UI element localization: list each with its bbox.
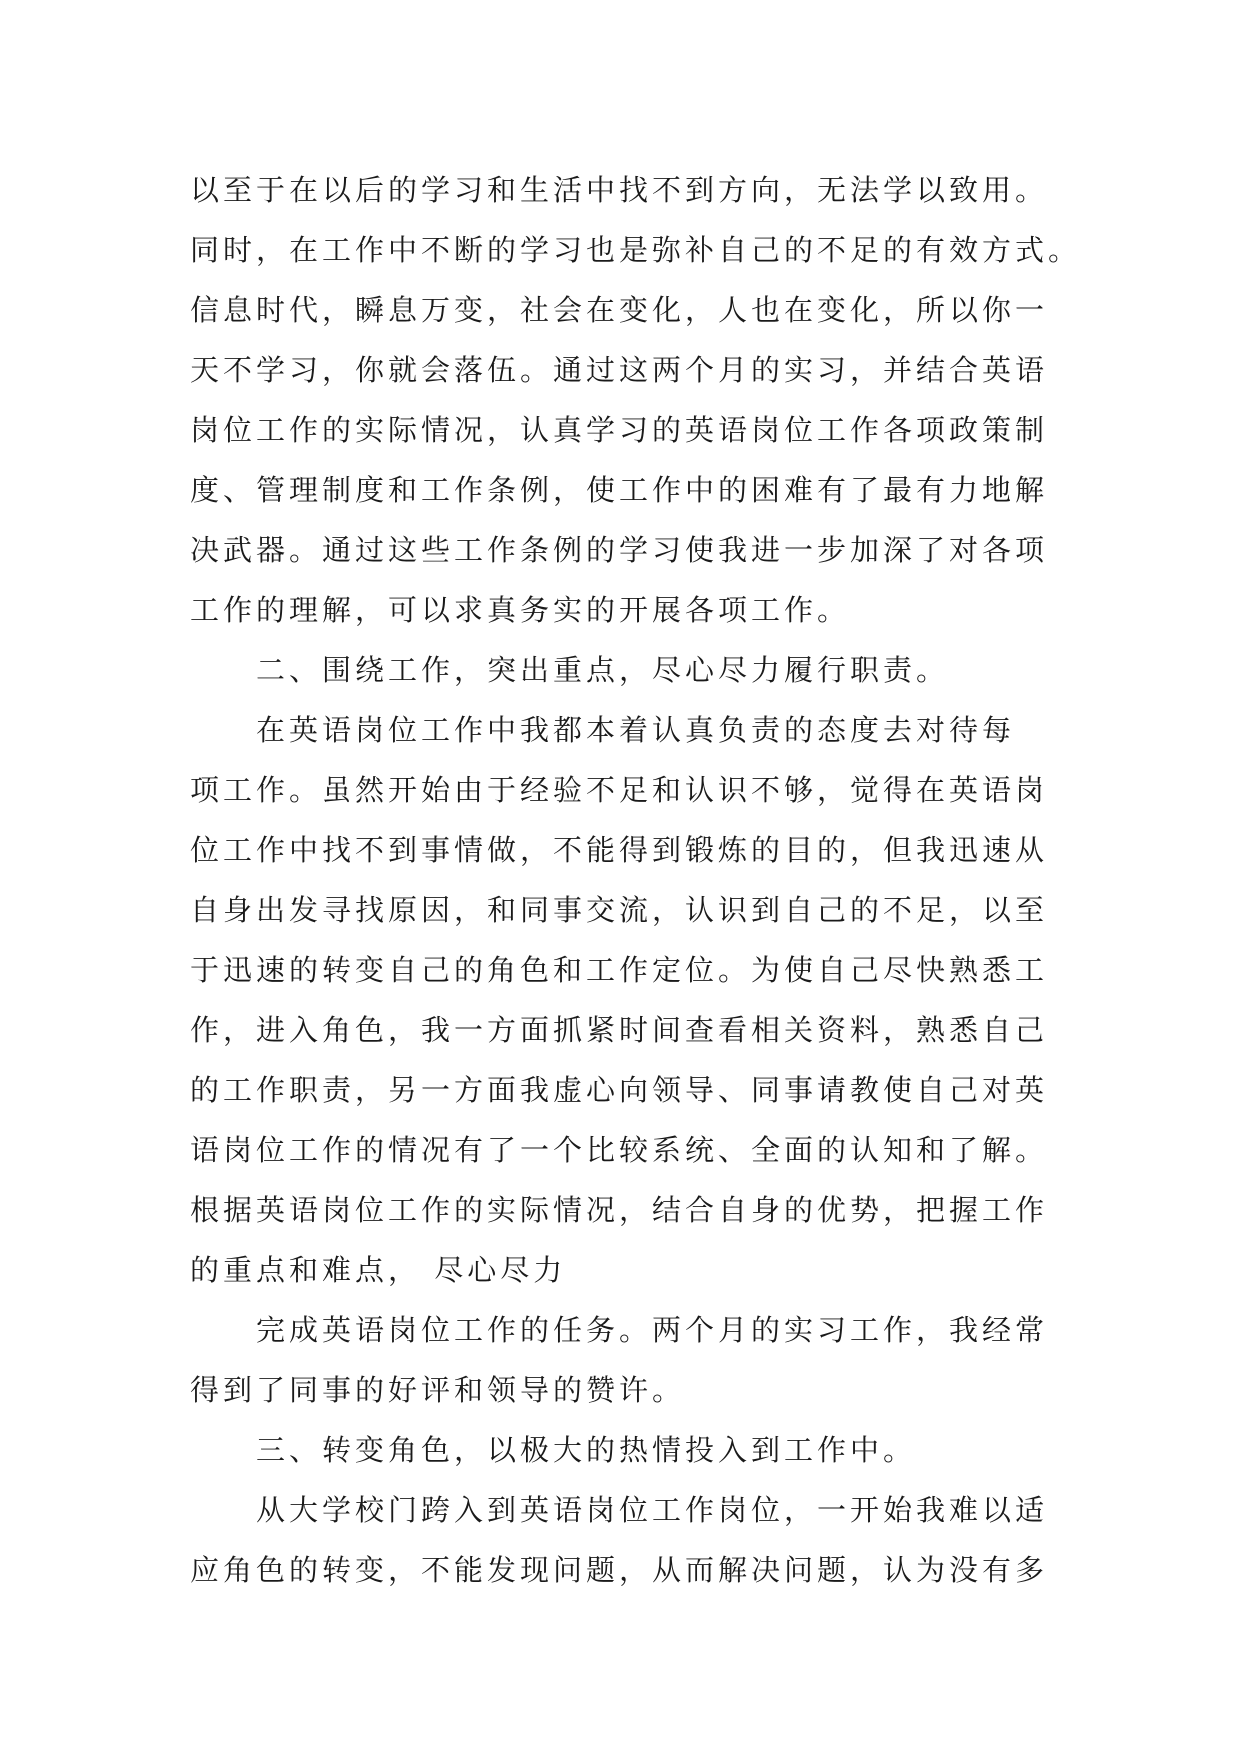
text-line: 工作的理解，可以求真务实的开展各项工作。: [190, 593, 851, 627]
text-line: 在英语岗位工作中我都本着认真负责的态度去对待每: [256, 713, 1016, 747]
text-line: 应角色的转变，不能发现问题，从而解决问题，认为没有多: [190, 1553, 1049, 1587]
text-line: 完成英语岗位工作的任务。两个月的实习工作，我经常: [256, 1313, 1049, 1347]
text-line: 于迅速的转变自己的角色和工作定位。为使自己尽快熟悉工: [190, 953, 1049, 987]
body-text: [190, 160, 1090, 1600]
text-line: 度、管理制度和工作条例，使工作中的困难有了最有力地解: [190, 473, 1049, 507]
text-line: 决武器。通过这些工作条例的学习使我进一步加深了对各项: [190, 533, 1049, 567]
text-line: 天不学习，你就会落伍。通过这两个月的实习，并结合英语: [190, 353, 1049, 387]
text-line: 从大学校门跨入到英语岗位工作岗位，一开始我难以适: [256, 1493, 1049, 1527]
text-line: 信息时代，瞬息万变，社会在变化，人也在变化，所以你一: [190, 293, 1049, 327]
section-heading: 三、转变角色，以极大的热情投入到工作中。: [256, 1433, 917, 1467]
text-line: 项工作。虽然开始由于经验不足和认识不够，觉得在英语岗: [190, 773, 1049, 807]
text-line: 自身出发寻找原因，和同事交流，认识到自己的不足，以至: [190, 893, 1049, 927]
text-line: 根据英语岗位工作的实际情况，结合自身的优势，把握工作: [190, 1193, 1049, 1227]
text-line: 位工作中找不到事情做，不能得到锻炼的目的，但我迅速从: [190, 833, 1049, 867]
text-line: 的重点和难点， 尽心尽力: [190, 1253, 567, 1287]
text-line: 岗位工作的实际情况，认真学习的英语岗位工作各项政策制: [190, 413, 1049, 447]
text-line: 作，进入角色，我一方面抓紧时间查看相关资料，熟悉自己: [190, 1013, 1049, 1047]
section-heading: 二、围绕工作，突出重点，尽心尽力履行职责。: [256, 653, 950, 687]
text-line: 得到了同事的好评和领导的赞许。: [190, 1373, 686, 1407]
text-line: 以至于在以后的学习和生活中找不到方向，无法学以致用。: [190, 173, 1049, 207]
text-line: 的工作职责，另一方面我虚心向领导、同事请教使自己对英: [190, 1073, 1049, 1107]
text-line: 语岗位工作的情况有了一个比较系统、全面的认知和了解。: [190, 1133, 1049, 1167]
text-line: 同时，在工作中不断的学习也是弥补自己的不足的有效方式。: [190, 233, 1082, 267]
